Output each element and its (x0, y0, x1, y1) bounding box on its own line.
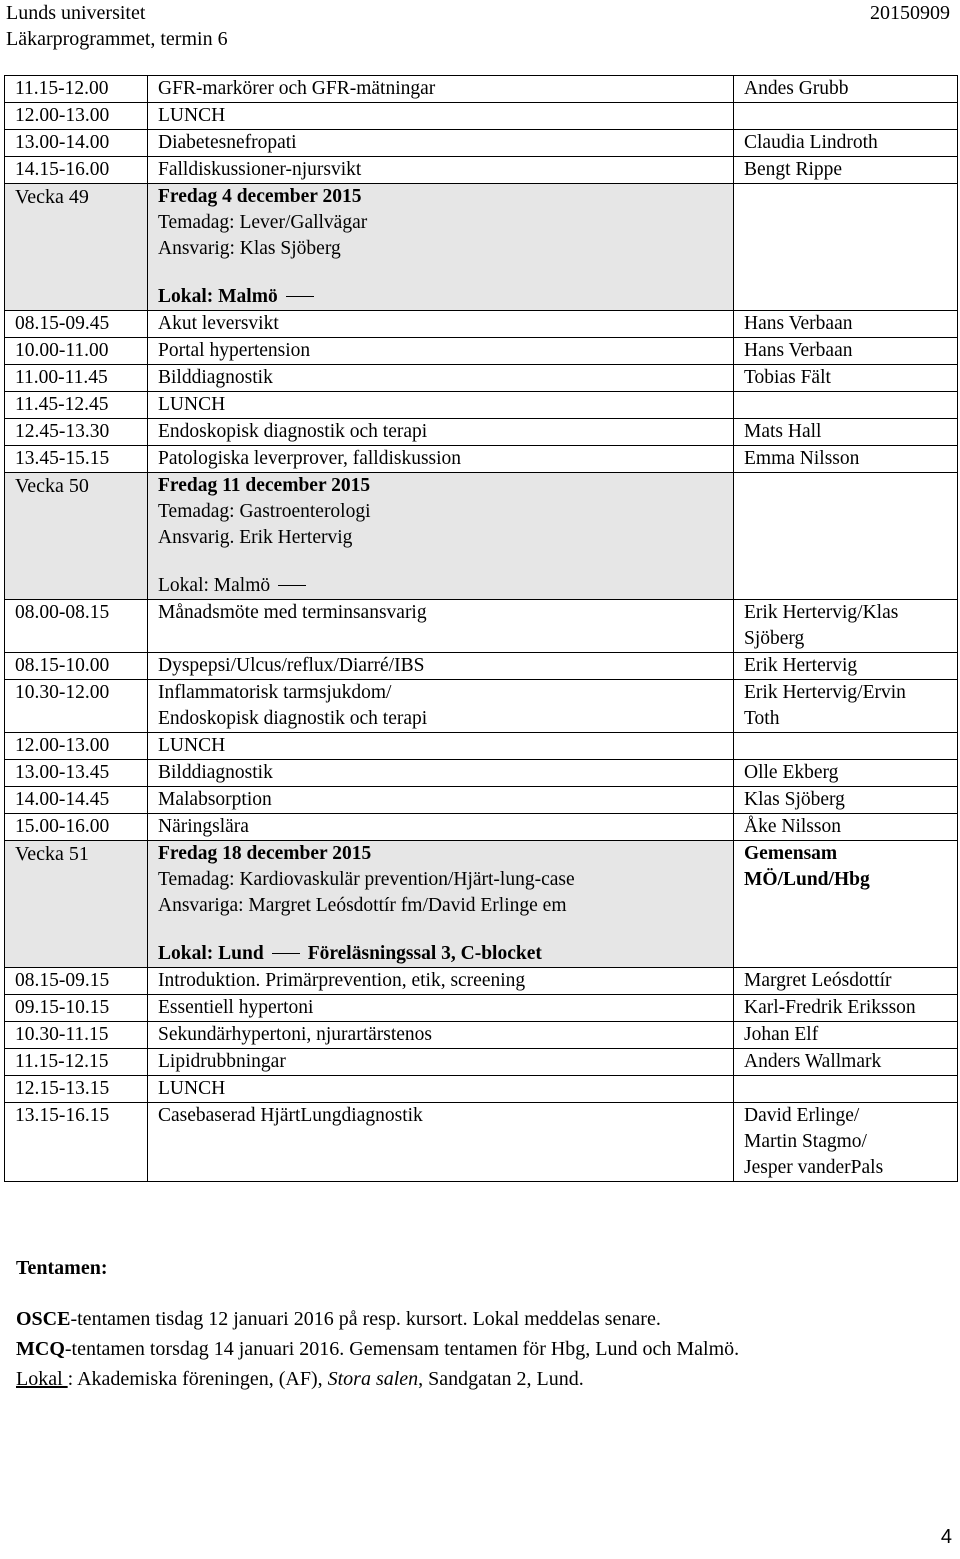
time-cell: 11.00-11.45 (5, 365, 148, 392)
table-row (5, 130, 958, 157)
empty-cell (734, 473, 958, 600)
responsible-text: Ansvarig. Erik Hertervig (158, 527, 353, 548)
day-title: Fredag 11 december 2015 (158, 475, 371, 496)
theme-text: Temadag: Lever/Gallvägar (158, 212, 368, 233)
table-row (5, 653, 958, 680)
time-cell: 10.30-11.15 (5, 1022, 148, 1049)
venue-address: , Sandgatan 2, Lund. (418, 1368, 584, 1390)
day-title: Fredag 4 december 2015 (158, 186, 362, 207)
responsible-text: Ansvariga: Margret Leósdottír fm/David Erlinge em (158, 895, 567, 916)
topic-cell: Essentiell hypertoni (148, 995, 734, 1022)
table-row (5, 995, 958, 1022)
topic-cell: Endoskopisk diagnostik och terapi (148, 419, 734, 446)
topic-line: Inflammatorisk tarmsjukdom/ (158, 682, 392, 703)
topic-cell: Bilddiagnostik (148, 760, 734, 787)
teacher-line: Sjöberg (744, 628, 805, 649)
topic-cell: LUNCH (148, 103, 734, 130)
topic-cell: Casebaserad HjärtLungdiagnostik (148, 1103, 734, 1182)
teacher-cell: Andes Grubb (734, 76, 958, 103)
topic-cell: Portal hypertension (148, 338, 734, 365)
shared-label: Gemensam (744, 843, 838, 864)
topic-cell: Bilddiagnostik (148, 365, 734, 392)
topic-cell: Introduktion. Primärprevention, etik, screening (148, 968, 734, 995)
venue-label: Lokal (16, 1368, 68, 1390)
teacher-cell: Karl-Fredrik Eriksson (734, 995, 958, 1022)
lokal-text: Lokal: Malmö (158, 575, 271, 596)
document-date: 20150909 (870, 2, 950, 24)
time-cell: 10.00-11.00 (5, 338, 148, 365)
time-cell: 14.00-14.45 (5, 787, 148, 814)
teacher-cell (734, 392, 958, 419)
topic-cell: Månadsmöte med terminsansvarig (148, 600, 734, 653)
time-cell: 13.00-13.45 (5, 760, 148, 787)
time-cell: 09.15-10.15 (5, 995, 148, 1022)
teacher-line: Erik Hertervig/Klas (744, 602, 899, 623)
mcq-label: MCQ (16, 1338, 65, 1360)
venue-text: : Akademiska föreningen, (AF), (67, 1368, 328, 1390)
teacher-cell: Erik Hertervig (734, 653, 958, 680)
day-title: Fredag 18 december 2015 (158, 843, 372, 864)
shared-cell (734, 841, 958, 968)
teacher-line: Erik Hertervig/Ervin (744, 682, 906, 703)
time-cell: 13.15-16.15 (5, 1103, 148, 1182)
topic-line: Endoskopisk diagnostik och terapi (158, 708, 428, 729)
time-cell: 14.15-16.00 (5, 157, 148, 184)
topic-cell: Dyspepsi/Ulcus/reflux/Diarré/IBS (148, 653, 734, 680)
topic-cell: LUNCH (148, 1076, 734, 1103)
schedule-table (4, 75, 958, 1182)
table-row (5, 157, 958, 184)
table-row (5, 787, 958, 814)
institution-name: Lunds universitet (6, 2, 146, 24)
topic-cell: LUNCH (148, 392, 734, 419)
teacher-cell (734, 733, 958, 760)
time-cell: 08.15-09.15 (5, 968, 148, 995)
table-row (5, 814, 958, 841)
table-row (5, 103, 958, 130)
shared-sites: MÖ/Lund/Hbg (744, 869, 870, 890)
lokal-room: Föreläsningssal 3, C-blocket (307, 943, 542, 964)
teacher-cell: Åke Nilsson (734, 814, 958, 841)
time-cell: 12.00-13.00 (5, 103, 148, 130)
teacher-line: Jesper vanderPals (744, 1157, 884, 1178)
lokal-text: Lokal: Lund (158, 943, 264, 964)
week-header-row (5, 473, 958, 600)
exams-heading: Tentamen: (16, 1257, 108, 1279)
theme-text: Temadag: Gastroenterologi (158, 501, 371, 522)
teacher-line: Martin Stagmo/ (744, 1131, 867, 1152)
table-row (5, 680, 958, 733)
teacher-cell: Johan Elf (734, 1022, 958, 1049)
topic-cell (148, 680, 734, 733)
table-row (5, 1022, 958, 1049)
time-cell: 12.15-13.15 (5, 1076, 148, 1103)
week-header-row (5, 841, 958, 968)
table-row (5, 600, 958, 653)
time-cell: 13.45-15.15 (5, 446, 148, 473)
week-header-row (5, 184, 958, 311)
table-row (5, 1076, 958, 1103)
teacher-cell (734, 1076, 958, 1103)
table-row (5, 446, 958, 473)
teacher-cell: Claudia Lindroth (734, 130, 958, 157)
time-cell: 13.00-14.00 (5, 130, 148, 157)
week-label: Vecka 50 (5, 473, 148, 600)
time-cell: 11.15-12.15 (5, 1049, 148, 1076)
week-label: Vecka 51 (5, 841, 148, 968)
topic-cell: Näringslära (148, 814, 734, 841)
osce-label: OSCE (16, 1308, 71, 1330)
time-cell: 12.45-13.30 (5, 419, 148, 446)
teacher-cell: Bengt Rippe (734, 157, 958, 184)
time-cell: 08.15-10.00 (5, 653, 148, 680)
teacher-cell: Emma Nilsson (734, 446, 958, 473)
teacher-cell (734, 1103, 958, 1182)
topic-cell: Lipidrubbningar (148, 1049, 734, 1076)
mcq-text: -tentamen torsdag 14 januari 2016. Gemensam tentamen för Hbg, Lund och Malmö. (64, 1338, 740, 1360)
table-row (5, 760, 958, 787)
teacher-cell (734, 103, 958, 130)
table-row (5, 76, 958, 103)
teacher-cell: Anders Wallmark (734, 1049, 958, 1076)
topic-cell: Sekundärhypertoni, njurartärstenos (148, 1022, 734, 1049)
teacher-cell: Hans Verbaan (734, 338, 958, 365)
time-cell: 08.00-08.15 (5, 600, 148, 653)
teacher-cell: Margret Leósdottír (734, 968, 958, 995)
osce-line (16, 1307, 661, 1331)
venue-hall: Stora salen (327, 1368, 419, 1390)
teacher-line: Toth (744, 708, 780, 729)
week-info-cell (148, 184, 734, 311)
teacher-cell: Olle Ekberg (734, 760, 958, 787)
topic-cell: Falldiskussioner-njursvikt (148, 157, 734, 184)
time-cell: 10.30-12.00 (5, 680, 148, 733)
teacher-cell: Tobias Fält (734, 365, 958, 392)
responsible-text: Ansvarig: Klas Sjöberg (158, 238, 341, 259)
time-cell: 12.00-13.00 (5, 733, 148, 760)
table-row (5, 419, 958, 446)
table-row (5, 1103, 958, 1182)
time-cell: 08.15-09.45 (5, 311, 148, 338)
teacher-cell: Klas Sjöberg (734, 787, 958, 814)
time-cell: 11.15-12.00 (5, 76, 148, 103)
table-row (5, 968, 958, 995)
topic-cell: Diabetesnefropati (148, 130, 734, 157)
teacher-cell (734, 680, 958, 733)
teacher-cell: Hans Verbaan (734, 311, 958, 338)
lokal-line (158, 284, 723, 310)
topic-cell: GFR-markörer och GFR-mätningar (148, 76, 734, 103)
lokal-text: Lokal: Malmö (158, 286, 278, 307)
table-row (5, 365, 958, 392)
time-cell: 15.00-16.00 (5, 814, 148, 841)
week-info-cell (148, 841, 734, 968)
lokal-line (158, 941, 723, 967)
topic-cell: Akut leversvikt (148, 311, 734, 338)
teacher-line: David Erlinge/ (744, 1105, 860, 1126)
table-row (5, 733, 958, 760)
time-cell: 11.45-12.45 (5, 392, 148, 419)
teacher-cell: Mats Hall (734, 419, 958, 446)
topic-cell: LUNCH (148, 733, 734, 760)
table-row (5, 392, 958, 419)
theme-text: Temadag: Kardiovaskulär prevention/Hjärt-lung-case (158, 869, 575, 890)
table-row (5, 338, 958, 365)
empty-cell (734, 184, 958, 311)
page-number: 4 (940, 1526, 952, 1548)
program-name: Läkarprogrammet, termin 6 (6, 28, 228, 50)
exam-venue-line (16, 1367, 584, 1391)
osce-text: -tentamen tisdag 12 januari 2016 på resp. kursort. Lokal meddelas senare. (70, 1308, 661, 1330)
teacher-cell (734, 600, 958, 653)
mcq-line (16, 1337, 739, 1361)
week-info-cell (148, 473, 734, 600)
table-row (5, 1049, 958, 1076)
topic-cell: Patologiska leverprover, falldiskussion (148, 446, 734, 473)
lokal-line (158, 573, 723, 599)
week-label: Vecka 49 (5, 184, 148, 311)
topic-cell: Malabsorption (148, 787, 734, 814)
table-row (5, 311, 958, 338)
